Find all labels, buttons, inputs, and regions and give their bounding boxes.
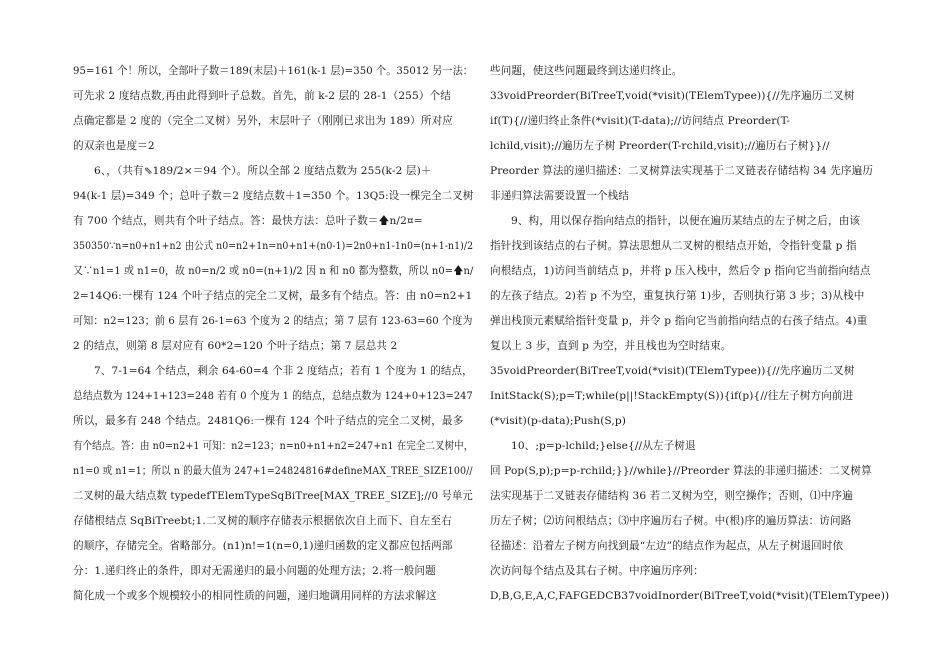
text-line: 所以，最多有 248 个结点。2481Q6:一棵有 124 个叶子结点的完全二叉树，最多 bbox=[73, 415, 464, 427]
text-line: 次访问每个结点及其右子树。中序遍历序列： bbox=[490, 565, 704, 577]
text-line: 点确定都是 2 度的（完全二叉树）另外，末层叶子（刚刚已求出为 189）所对应 bbox=[73, 115, 453, 127]
text-line: 的双亲也是度＝2 bbox=[73, 140, 155, 152]
text-line: lchild,visit);//遍历左子树 Preorder(T-rchild,visit);//遍历右子树}}// bbox=[490, 140, 830, 152]
text-line: 350350∵n=n0+n1+n2 由公式 n0=n2+1n=n0+n1+(n0-1)=2n0+n1-1n0=(n+1-n1)/2 bbox=[73, 240, 474, 252]
text-line: 2 的结点，则第 8 层对应有 60*2=120 个叶子结点；第 7 层总共 2 bbox=[73, 340, 398, 352]
text-line: 可先求 2 度结点数,再由此得到叶子总数。首先，前 k-2 层的 28-1（255）个结 bbox=[73, 90, 451, 102]
text-line: (*visit)(p-data);Push(S,p) bbox=[490, 415, 626, 427]
text-line: 可知：n2=123；前 6 层有 26-1=63 个度为 2 的结点；第 7 层有 123-63=60 个度为 bbox=[73, 315, 473, 327]
text-line: 9、构，用以保存指向结点的指针，以便在遍历某结点的左子树之后，由该 bbox=[511, 215, 861, 227]
text-line: 简化成一个或多个规模较小的相同性质的问题，递归地调用同样的方法求解这 bbox=[73, 590, 437, 602]
text-line: 94(k-1 层)=349 个；总叶子数＝2 度结点数＋1=350 个。13Q5:设一棵完全二叉树 bbox=[73, 190, 474, 202]
text-line: InitStack(S);p=T;while(p||!StackEmpty(S)){if(p){//往左子树方向前进 bbox=[490, 390, 854, 402]
text-line: 复以上 3 步，直到 p 为空，并且栈也为空时结束。 bbox=[490, 340, 732, 352]
text-line: D,B,G,E,A,C,FAFGEDCB37voidInorder(BiTreeT,void(*visit)(TElemTypee)) bbox=[490, 590, 890, 602]
text-line: 总结点数为 124+1+123=248 若有 0 个度为 1 的结点，总结点数为 124+0+123=247 bbox=[73, 390, 473, 402]
text-line: 径描述：沿着左子树方向找到最“左边”的结点作为起点，从左子树退回时依 bbox=[490, 540, 844, 552]
text-line: 7、7-1=64 个结点，剩余 64-60=4 个非 2 度结点；若有 1 个度为 1 的结点， bbox=[94, 365, 473, 377]
text-line: 回 Pop(S,p);p=p-rchild;}}//while}//Preorder 算法的非递归描述：二叉树算 bbox=[490, 465, 872, 477]
text-line: 2=14Q6:一棵有 124 个叶子结点的完全二叉树，最多有个结点。答：由 n0=n2+1 bbox=[73, 290, 473, 302]
text-line: 的顺序，存储完全。省略部分。(n1)n!=1(n=0,1)递归函数的定义都应包括两部 bbox=[73, 540, 453, 552]
text-line: 的左孩子结点。2)若 p 不为空，重复执行第 1)步，否则执行第 3 步；3)从栈中 bbox=[490, 290, 865, 302]
text-line: 向根结点，1)访问当前结点 p，并将 p 压入栈中，然后令 p 指向它当前指向结点 bbox=[490, 265, 871, 277]
text-line: if(T){//递归终止条件(*visit)(T-data);//访问结点 Preorder(T- bbox=[490, 115, 791, 127]
text-line: 非递归算法需要设置一个栈结 bbox=[490, 190, 630, 202]
text-line: 分：1.递归终止的条件，即对无需递归的最小问题的处理方法；2.将一般问题 bbox=[73, 565, 436, 577]
text-line: Preorder 算法的递归描述：二叉树算法实现基于二叉链表存储结构 34 先序遍历 bbox=[490, 165, 874, 177]
text-line: 又∵n1=1 或 n1=0，故 n0=n/2 或 n0=(n+1)/2 因 n 和 n0 都为整数，所以 n0=🡅n/ bbox=[73, 265, 474, 277]
text-line: 法实现基于二叉链表存储结构 36 若二叉树为空，则空操作；否则，⑴中序遍 bbox=[490, 490, 853, 502]
text-line: 指针找到该结点的右子树。算法思想从二叉树的根结点开始，令指针变量 p 指 bbox=[490, 240, 857, 252]
text-line: 存储根结点 SqBiTreebt;1.二叉树的顺序存储表示根据依次自上而下、自左至右 bbox=[73, 515, 452, 527]
text-line: 二叉树的最大结点数 typedefTElemTypeSqBiTree[MAX_TREE_SIZE];//0 号单元 bbox=[73, 490, 473, 502]
text-line: 弹出栈顶元素赋给指针变量 p，并令 p 指向它当前指向结点的右孩子结点。4)重 bbox=[490, 315, 868, 327]
text-line: 有 700 个结点，则共有个叶子结点。答：最快方法：总叶子数＝🡅n/2¤= bbox=[73, 215, 423, 227]
text-line: 有个结点。答：由 n0=n2+1 可知：n2=123；n=n0+n1+n2=247+n1 在完全二叉树中， bbox=[73, 440, 474, 452]
text-line: 些问题，使这些问题最终到达递归终止。 bbox=[490, 65, 683, 77]
text-line: 10、;p=p-lchild;}else{//从左子树退 bbox=[511, 440, 696, 452]
text-line: 95=161 个！所以，全部叶子数＝189(末层)＋161(k-1 层)=350 个。35012 另一法： bbox=[73, 65, 473, 77]
text-line: 历左子树；⑵访问根结点；⑶中序遍历右子树。中(根)序的遍历算法：访问路 bbox=[490, 515, 852, 527]
text-line: 6、，（共有⇖189/2×＝94 个）。所以全部 2 度结点数为 255(k-2 层)＋ bbox=[94, 165, 432, 177]
text-line: 33voidPreorder(BiTreeT,void(*visit)(TElemTypee)){//先序遍历二叉树 bbox=[490, 90, 855, 102]
text-line: n1=0 或 n1=1；所以 n 的最大值为 247+1=24824816#defineMAX_TREE_SIZE100// bbox=[73, 465, 473, 477]
text-line: 35voidPreorder(BiTreeT,void(*visit)(TElemTypee)){//先序遍历二叉树 bbox=[490, 365, 855, 377]
